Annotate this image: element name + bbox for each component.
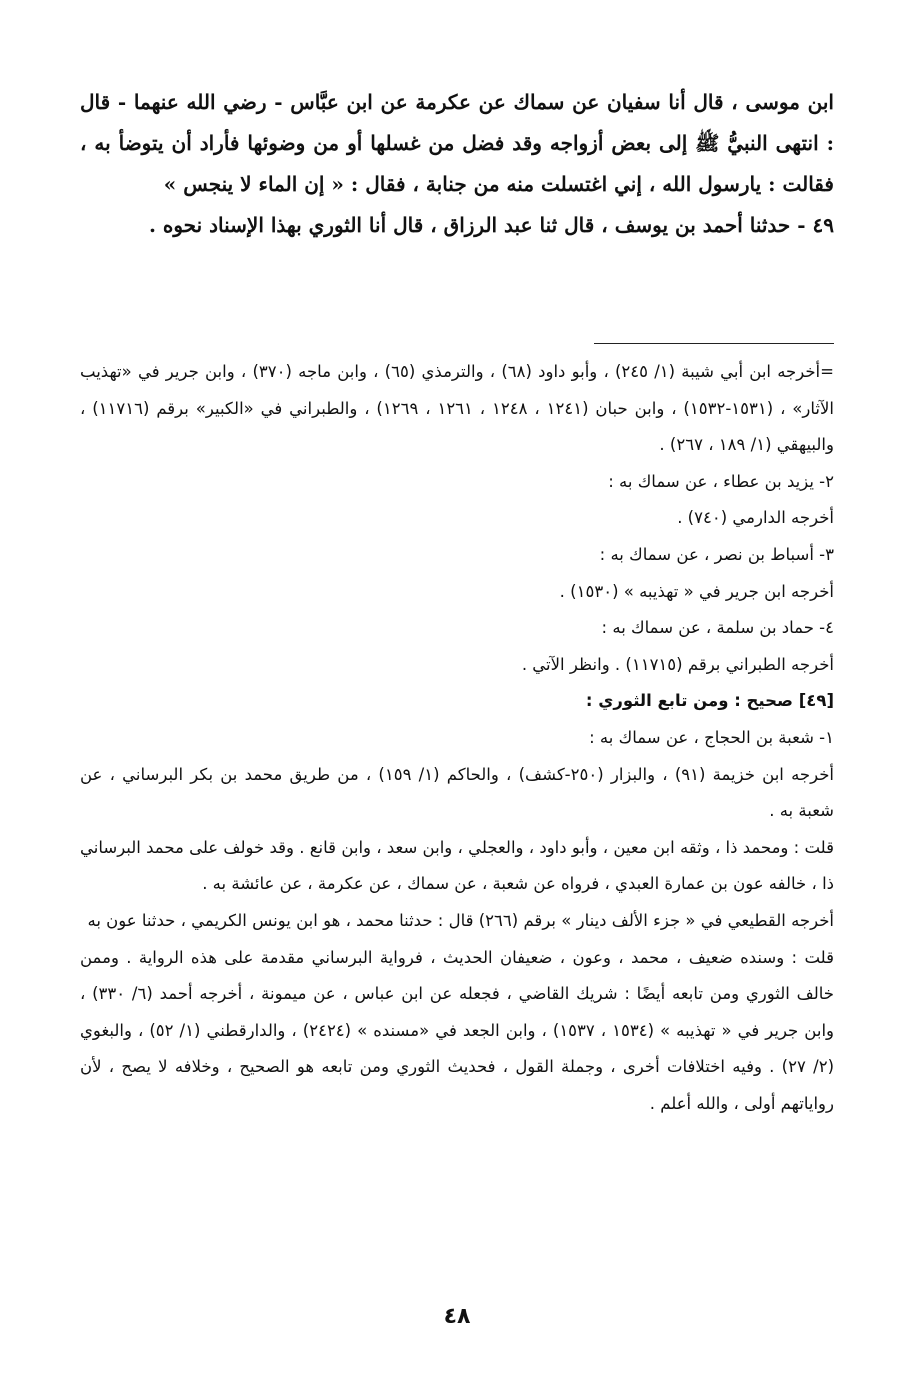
footnote-paragraph: أخرجه ابن خزيمة (٩١) ، والبزار (٢٥٠-كشف) ، والحاكم (١/ ١٥٩) ، من طريق محمد بن بكر البرساني ، عن شعبة به . xyxy=(80,764,835,821)
footnote-paragraph: ٤- حماد بن سلمة ، عن سماك به : xyxy=(601,618,834,638)
main-paragraph-hadith-49: ٤٩ - حدثنا أحمد بن يوسف ، قال ثنا عبد الرزاق ، قال أنا الثوري بهذا الإسناد نحوه . xyxy=(148,213,834,237)
footnote-paragraph: ١- شعبة بن الحجاج ، عن سماك به : xyxy=(589,727,834,747)
footnote-heading-49: [٤٩] صحيح : ومن تابع الثوري : xyxy=(585,691,834,711)
main-text xyxy=(80,82,834,246)
footnote-paragraph: ٣- أسباط بن نصر ، عن سماك به : xyxy=(599,544,834,564)
footnotes xyxy=(80,354,834,1122)
footnote-paragraph: أخرجه ابن جرير في « تهذيبه » (١٥٣٠) . xyxy=(559,581,834,601)
footnote-paragraph: =أخرجه ابن أبي شيبة (١/ ٢٤٥) ، وأبو داود (٦٨) ، والترمذي (٦٥) ، وابن ماجه (٣٧٠) ، وابن جرير في «تهذيب الآثار» ، (١٥٣١-١٥٣٢) ، وابن حبان (١٢٤١ ، ١٢٤٨ ، ١٢٦١ ، ١٢٦٩) ، والطبراني في «الكبير» برقم (١١٧١٦) ، والبيهقي (١/ ١٨٩ ، ٢٦٧) . xyxy=(80,362,834,455)
footnote-separator xyxy=(594,343,834,344)
page-number: ٤٨ xyxy=(443,1304,471,1329)
footnote-paragraph: ٢- يزيد بن عطاء ، عن سماك به : xyxy=(608,471,834,491)
footnote-paragraph: قلت : وسنده ضعيف ، محمد ، وعون ، ضعيفان الحديث ، فرواية البرساني مقدمة على هذه الرواية . وممن خالف الثوري ومن تابعه أيضًا : شريك القاضي ، فجعله عن ابن عباس ، عن ميمونة ، أخرجه أحمد (٦/ ٣٣٠) ، وابن جرير في « تهذيبه » (١٥٣٤ ، ١٥٣٧) ، وابن الجعد في «مسنده » (٢٤٢٤) ، والدارقطني (١/ ٥٢) ، والبغوي (٢/ ٢٧) . وفيه اختلافات أخرى ، وجملة القول ، فحديث الثوري ومن تابعه هو الصحيح ، وخلافه لا يصح ، لأن رواياتهم أولى ، والله أعلم . xyxy=(80,947,834,1113)
footnote-paragraph: قلت : ومحمد ذا ، وثقه ابن معين ، وأبو داود ، والعجلي ، وابن سعد ، وابن قانع . وقد خولف على محمد البرساني ذا ، خالفه عون بن عمارة العبدي ، فرواه عن شعبة ، عن سماك ، عن عكرمة ، عن عائشة به . xyxy=(80,837,834,894)
footnote-paragraph: أخرجه الدارمي (٧٤٠) . xyxy=(677,508,834,528)
footnote-paragraph: أخرجه الطبراني برقم (١١٧١٥) . وانظر الآتي . xyxy=(521,654,834,674)
main-paragraph-hadith-48-end: ابن موسى ، قال أنا سفيان عن سماك عن عكرمة عن ابن عبَّاس - رضي الله عنهما - قال : انتهى النبيُّ ﷺ إلى بعض أزواجه وقد فضل من غسلها أو من وضوئها فأراد أن يتوضأ به ، فقالت : يارسول الله ، إني اغتسلت منه من جنابة ، فقال : « إن الماء لا ينجس » xyxy=(80,90,834,196)
footnote-paragraph: أخرجه القطيعي في « جزء الألف دينار » برقم (٢٦٦) قال : حدثنا محمد ، هو ابن يونس الكريمي ، حدثنا عون به xyxy=(87,910,834,930)
